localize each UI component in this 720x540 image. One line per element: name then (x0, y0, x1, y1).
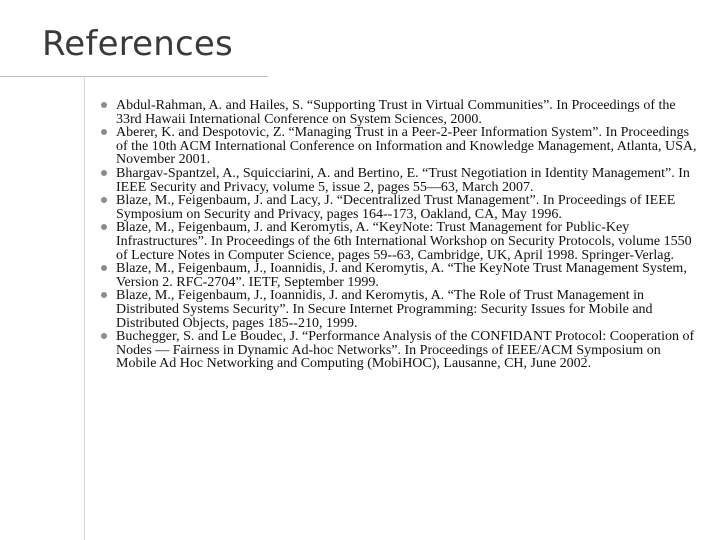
reference-text: Blaze, M., Feigenbaum, J. and Lacy, J. “Decentralized Trust Management”. In Proceedings of IEEE Symposium on Security and Privacy, pages 164--173, Oakland, CA, May 1996. (116, 193, 676, 222)
bullet-icon (101, 265, 107, 271)
reference-item (116, 289, 701, 330)
reference-item (116, 126, 701, 167)
bullet-icon (101, 197, 107, 203)
slide-title: References (42, 24, 233, 64)
reference-text: Aberer, K. and Despotovic, Z. “Managing Trust in a Peer-2-Peer Information System”. In Proceedings of the 10th ACM International Conference on Information and Knowledge Management, Atlanta, USA, November 2001. (116, 125, 697, 168)
reference-item (116, 262, 701, 289)
bullet-icon (101, 129, 107, 135)
bullet-icon (101, 170, 107, 176)
bullet-icon (101, 224, 107, 230)
reference-text: Blaze, M., Feigenbaum, J. and Keromytis, A. “KeyNote: Trust Management for Public-Key Infrastructures”. In Proceedings of the 6th International Workshop on Security Protocols, volume 1550 of Lecture Notes in Computer Science, pages 59--63, Cambridge, UK, April 1998. Springer-Verlag. (116, 220, 692, 263)
left-margin-line (84, 76, 85, 540)
reference-list (116, 99, 701, 371)
bullet-icon (101, 292, 107, 298)
reference-text: Blaze, M., Feigenbaum, J., Ioannidis, J. and Keromytis, A. “The KeyNote Trust Management System, Version 2. RFC-2704”. IETF, September 1999. (116, 261, 687, 290)
reference-item (116, 99, 701, 126)
reference-item (116, 330, 701, 371)
reference-item (116, 221, 701, 262)
reference-item (116, 194, 701, 221)
bullet-icon (101, 333, 107, 339)
bullet-icon (101, 102, 107, 108)
reference-item (116, 167, 701, 194)
reference-text: Bhargav-Spantzel, A., Squicciarini, A. and Bertino, E. “Trust Negotiation in Identity Management”. In IEEE Security and Privacy, volume 5, issue 2, pages 55—63, March 2007. (116, 165, 690, 195)
title-underline (0, 76, 268, 77)
reference-text: Buchegger, S. and Le Boudec, J. “Performance Analysis of the CONFIDANT Protocol: Cooperation of Nodes — Fairness in Dynamic Ad-hoc Networks”. In Proceedings of IEEE/ACM Symposium on Mobile Ad Hoc Networking and Computing (MobiHOC), Lausanne, CH, June 2002. (116, 329, 695, 372)
reference-text: Abdul-Rahman, A. and Hailes, S. “Supporting Trust in Virtual Communities”. In Proceedings of the 33rd Hawaii International Conference on System Sciences, 2000. (116, 98, 676, 127)
reference-text: Blaze, M., Feigenbaum, J., Ioannidis, J. and Keromytis, A. “The Role of Trust Management in Distributed Systems Security”. In Secure Internet Programming: Security Issues for Mobile and Distributed Objects, pages 185--210, 1999. (116, 288, 653, 331)
